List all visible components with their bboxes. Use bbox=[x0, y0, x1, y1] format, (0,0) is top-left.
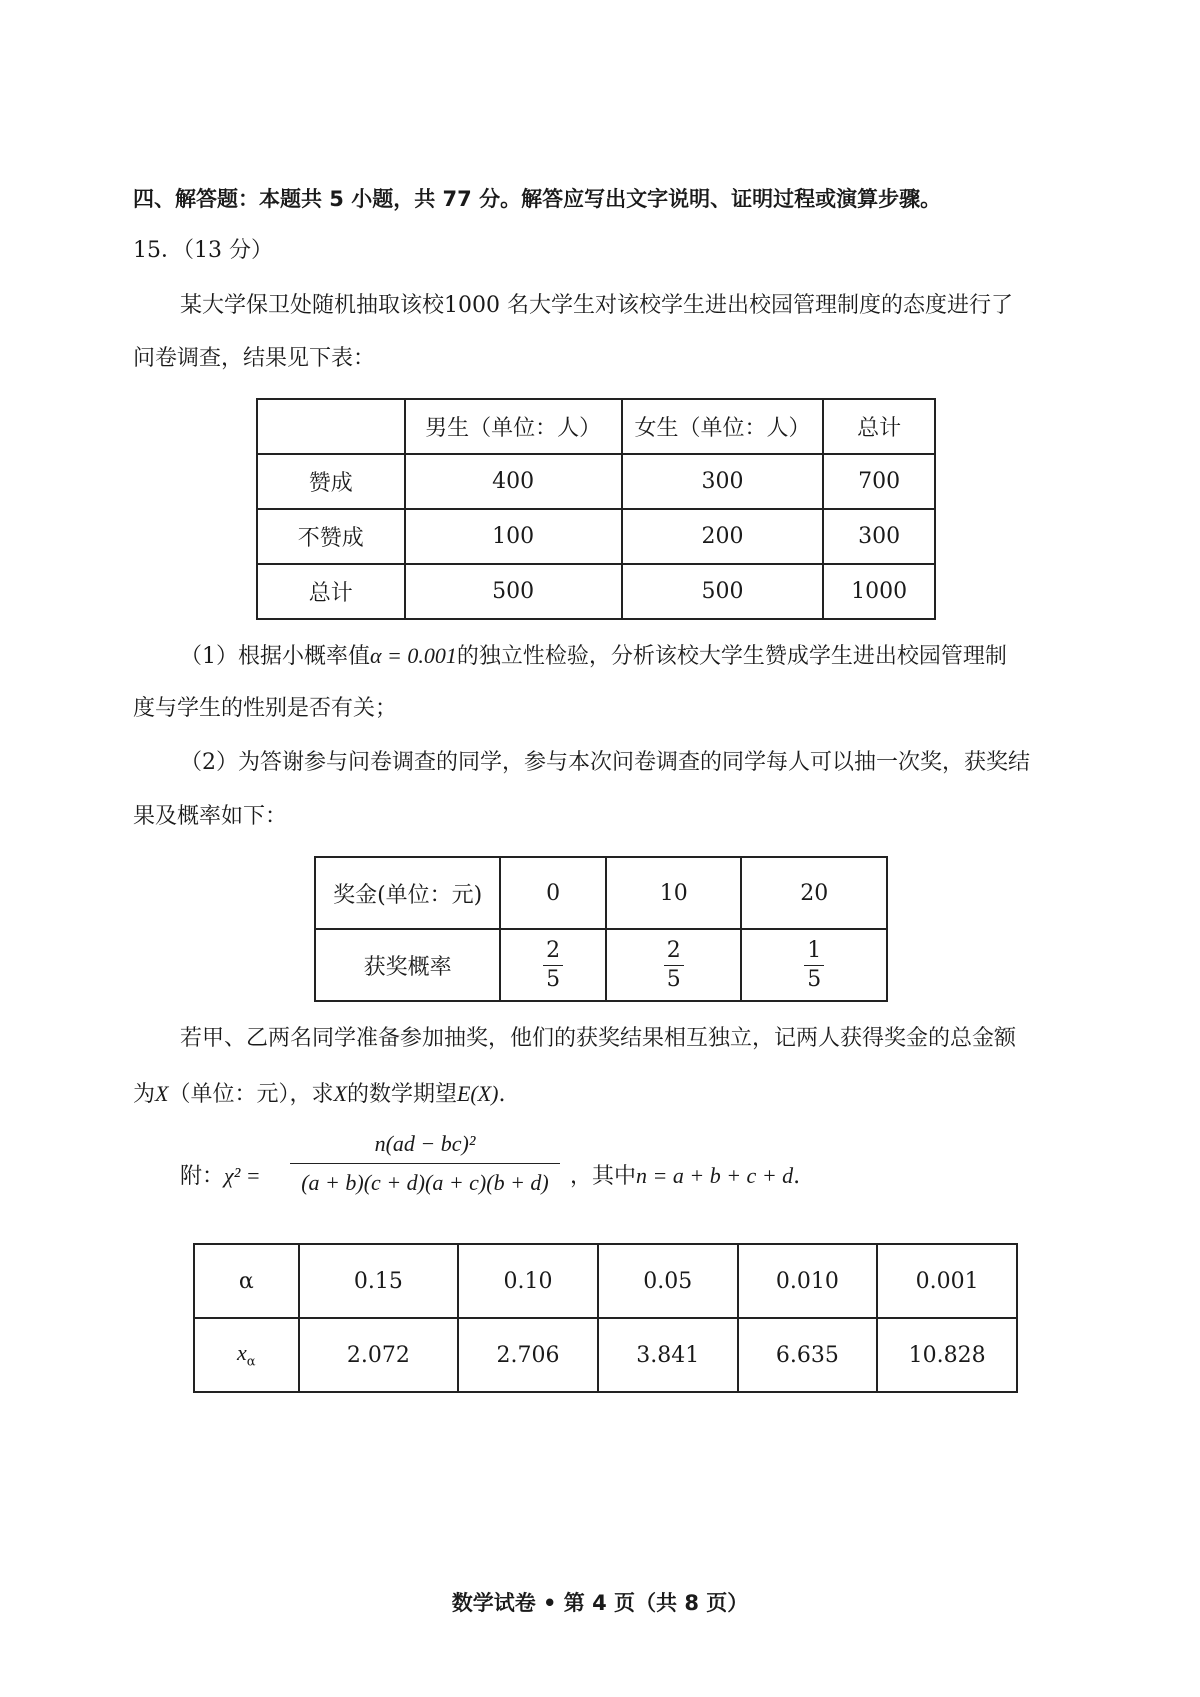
table-cell: 0 bbox=[500, 857, 606, 929]
formula-lead bbox=[180, 1159, 261, 1190]
table-cell: 2.072 bbox=[299, 1318, 459, 1392]
part1-prefix: （1）根据小概率值 bbox=[180, 644, 370, 669]
table-cell: 不赞成 bbox=[257, 509, 405, 564]
table-cell: 总计 bbox=[823, 399, 935, 454]
question-text: （单位：元），求 bbox=[168, 1082, 334, 1107]
fraction-numerator: 2 bbox=[543, 937, 563, 966]
variable-x: X bbox=[155, 1081, 169, 1106]
question-line-1: 若甲、乙两名同学准备参加抽奖，他们的获奖结果相互独立，记两人获得奖金的总金额 bbox=[180, 1026, 1017, 1051]
table-cell bbox=[500, 929, 606, 1001]
expectation-expression: E(X) bbox=[456, 1081, 499, 1106]
question-text: . bbox=[498, 1082, 506, 1107]
part1-line-1 bbox=[180, 641, 1007, 672]
table-cell: α bbox=[194, 1244, 299, 1318]
table-cell: 500 bbox=[622, 564, 823, 619]
x-symbol: x bbox=[237, 1340, 247, 1366]
table-cell: 300 bbox=[823, 509, 935, 564]
part1-line-2: 度与学生的性别是否有关； bbox=[133, 696, 398, 721]
section-heading: 四、解答题：本题共 5 小题，共 77 分。解答应写出文字说明、证明过程或演算步骤。 bbox=[133, 187, 942, 211]
alpha-subscript: α bbox=[246, 1354, 256, 1370]
table-row bbox=[257, 509, 935, 564]
table-cell: 400 bbox=[405, 454, 622, 509]
table-cell: 总计 bbox=[257, 564, 405, 619]
table-cell: 奖金(单位：元) bbox=[315, 857, 500, 929]
table-row bbox=[194, 1318, 1017, 1392]
intro-line-2: 问卷调查，结果见下表： bbox=[133, 346, 376, 371]
table-row bbox=[257, 564, 935, 619]
table-cell: 女生（单位：人） bbox=[622, 399, 823, 454]
probability-fraction bbox=[543, 937, 563, 994]
fraction-denominator: 5 bbox=[807, 966, 822, 992]
table-cell: 200 bbox=[622, 509, 823, 564]
probability-fraction bbox=[664, 937, 684, 994]
table-cell: 300 bbox=[622, 454, 823, 509]
table-cell: 6.635 bbox=[738, 1318, 878, 1392]
fraction-numerator: 1 bbox=[804, 937, 824, 966]
formula-tail-text: ，其中 bbox=[570, 1164, 637, 1189]
formula-label: 附： bbox=[180, 1164, 225, 1189]
table-cell bbox=[741, 929, 887, 1001]
table-cell bbox=[257, 399, 405, 454]
table-row bbox=[315, 857, 887, 929]
table-row bbox=[315, 929, 887, 1001]
formula-denominator: (a + b)(c + d)(a + c)(b + d) bbox=[301, 1170, 549, 1195]
table-cell bbox=[194, 1318, 299, 1392]
fraction-numerator: 2 bbox=[664, 937, 684, 966]
table-cell: 男生（单位：人） bbox=[405, 399, 622, 454]
variable-x: X bbox=[333, 1081, 347, 1106]
question-text: 的数学期望 bbox=[346, 1082, 457, 1107]
table-cell: 1000 bbox=[823, 564, 935, 619]
table-cell: 10.828 bbox=[877, 1318, 1017, 1392]
table-row bbox=[194, 1244, 1017, 1318]
fraction-denominator: 5 bbox=[546, 966, 561, 992]
formula-numerator: n(ad − bc)² bbox=[290, 1129, 560, 1164]
formula-n-definition: n = a + b + c + d bbox=[636, 1163, 794, 1188]
survey-table bbox=[256, 398, 936, 620]
table-cell: 100 bbox=[405, 509, 622, 564]
table-cell: 0.001 bbox=[877, 1244, 1017, 1318]
table-row bbox=[257, 399, 935, 454]
critical-value-table bbox=[193, 1243, 1018, 1393]
table-cell: 0.05 bbox=[598, 1244, 738, 1318]
formula-tail-end: . bbox=[793, 1164, 801, 1189]
formula-tail bbox=[570, 1159, 800, 1190]
question-text: 为 bbox=[133, 1082, 156, 1107]
table-cell: 0.010 bbox=[738, 1244, 878, 1318]
table-cell: 10 bbox=[606, 857, 742, 929]
table-cell: 获奖概率 bbox=[315, 929, 500, 1001]
chi-square-symbol: χ² = bbox=[224, 1163, 261, 1188]
table-cell bbox=[606, 929, 742, 1001]
table-cell: 500 bbox=[405, 564, 622, 619]
part2-line-2: 果及概率如下： bbox=[133, 804, 288, 829]
fraction-denominator: 5 bbox=[666, 966, 681, 992]
probability-fraction bbox=[804, 937, 824, 994]
question-line-2 bbox=[133, 1079, 505, 1110]
table-cell: 0.15 bbox=[299, 1244, 459, 1318]
part1-suffix: 的独立性检验，分析该校大学生赞成学生进出校园管理制 bbox=[456, 644, 1007, 669]
formula-fraction bbox=[290, 1129, 560, 1198]
table-cell: 2.706 bbox=[458, 1318, 598, 1392]
table-row bbox=[257, 454, 935, 509]
table-cell: 700 bbox=[823, 454, 935, 509]
part2-line-1: （2）为答谢参与问卷调查的同学，参与本次问卷调查的同学每人可以抽一次奖，获奖结 bbox=[180, 750, 1030, 775]
table-cell: 3.841 bbox=[598, 1318, 738, 1392]
prize-table bbox=[314, 856, 888, 1002]
alpha-expression: α = 0.001 bbox=[370, 643, 457, 668]
problem-number: 15．（13 分） bbox=[133, 238, 273, 263]
table-cell: 0.10 bbox=[458, 1244, 598, 1318]
page-footer: 数学试卷 • 第 4 页（共 8 页） bbox=[451, 1591, 749, 1615]
intro-line-1: 某大学保卫处随机抽取该校1000 名大学生对该校学生进出校园管理制度的态度进行了 bbox=[180, 293, 1013, 318]
table-cell: 20 bbox=[741, 857, 887, 929]
table-cell: 赞成 bbox=[257, 454, 405, 509]
